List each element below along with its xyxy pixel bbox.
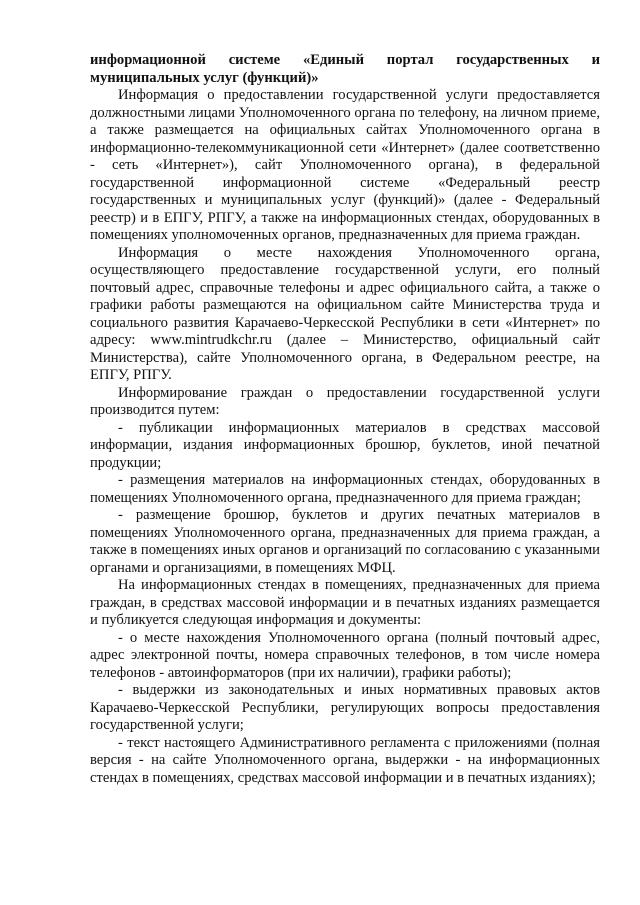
list-item-location: - о месте нахождения Уполномоченного органа (полный почтовый адрес, адрес электронной почты, номера справочных телефонов, в том числе номера телефонов - автоинформаторов (при их наличии), графики работы); xyxy=(90,629,600,681)
list-item-brochures: - размещение брошюр, буклетов и других печатных материалов в помещениях Уполномоченного органа, предназначенных для приема граждан, а также в помещениях иных органов и организаций по согласованию с указанными органами и организациями, в помещениях МФЦ. xyxy=(90,507,600,576)
list-item-legal-excerpts: - выдержки из законодательных и иных нормативных правовых актов Карачаево-Черкесской Республики, регулирующих вопросы предоставления государственной услуги; xyxy=(90,682,600,733)
paragraph-location-info: Информация о месте нахождения Уполномоченного органа, осуществляющего предоставление государственной услуги, его полный почтовый адрес, справочные телефоны и адрес официального сайта, а также о графики работы размещаются на официальном сайте Министерства труда и социального развития Карачаево-Черкесской Республики в сети «Интернет» по адресу: www.mintrudkchr.ru (далее – Министерство, официальный сайт Министерства), сайте Уполномоченного органа, в Федеральном реестре, на ЕПГУ, РПГУ. xyxy=(90,244,600,383)
document-page xyxy=(90,52,600,787)
section-heading: информационной системе «Единый портал государственных и муниципальных услуг (функций)» xyxy=(90,52,600,86)
paragraph-informing-methods: Информирование граждан о предоставлении государственной услуги производится путем: xyxy=(90,384,600,418)
list-item-info-stands: - размещения материалов на информационных стендах, оборудованных в помещениях Уполномоченного органа, предназначенного для приема граждан; xyxy=(90,472,600,506)
paragraph-stands-content: На информационных стендах в помещениях, предназначенных для приема граждан, в средствах массовой информации и в печатных изданиях размещается и публикуется следующая информация и документы: xyxy=(90,577,600,628)
list-item-regulation-text: - текст настоящего Административного регламента с приложениями (полная версия - на сайте Уполномоченного органа, выдержки - на информационных стендах в помещениях, средствах массовой информации и в печатных изданиях); xyxy=(90,734,600,786)
paragraph-information-provision: Информация о предоставлении государственной услуги предоставляется должностными лицами Уполномоченного органа по телефону, на личном приеме, а также размещается на официальных сайтах Уполномоченного органа в информационно-телекоммуникационной сети «Интернет» (далее соответственно - сеть «Интернет»), сайт Уполномоченного органа), в федеральной государственной информационной системе «Федеральный реестр государственных и муниципальных услуг (функций)» (далее - Федеральный реестр) и в ЕПГУ, РПГУ, а также на информационных стендах, оборудованных в помещениях уполномоченных органов, предназначенных для приема граждан. xyxy=(90,87,600,243)
list-item-mass-media: - публикации информационных материалов в средствах массовой информации, издания информационных брошюр, буклетов, иной печатной продукции; xyxy=(90,419,600,471)
